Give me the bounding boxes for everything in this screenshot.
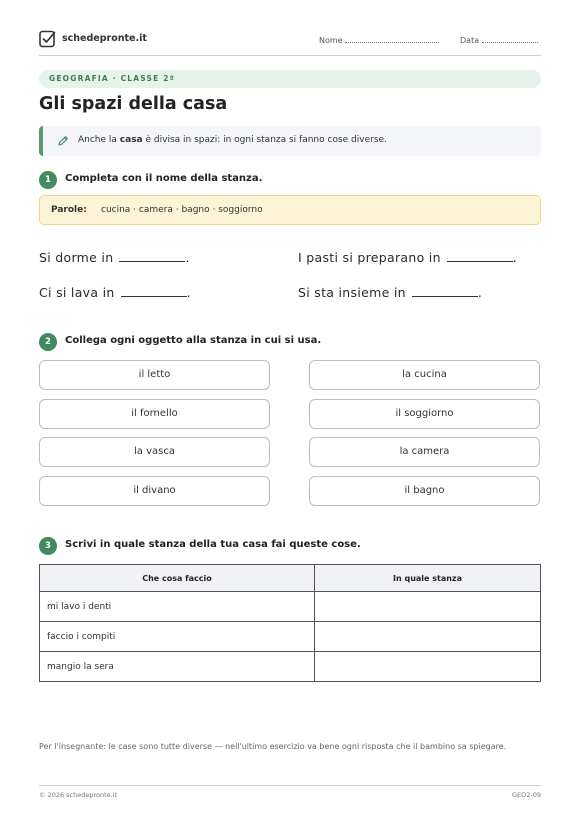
activity-cell: faccio i compiti bbox=[40, 622, 315, 652]
answer-blank[interactable] bbox=[412, 285, 478, 297]
object-box[interactable]: il fornello bbox=[39, 399, 270, 429]
column-header-activity: Che cosa faccio bbox=[40, 565, 315, 592]
object-box[interactable]: il letto bbox=[39, 360, 270, 390]
sentence-1: Si dorme in . bbox=[39, 250, 190, 265]
section-1-title: Completa con il nome della stanza. bbox=[65, 173, 263, 184]
room-box[interactable]: la cucina bbox=[309, 360, 540, 390]
subject-bar bbox=[39, 70, 541, 88]
table-row bbox=[40, 592, 541, 622]
table-header-row bbox=[40, 565, 541, 592]
brand-name: schedepronte.it bbox=[62, 33, 147, 44]
word-bank bbox=[39, 195, 541, 225]
room-answer-cell[interactable] bbox=[315, 622, 541, 652]
pencil-icon bbox=[57, 135, 69, 147]
name-line bbox=[345, 35, 439, 43]
sheet-code: GEO2-09 bbox=[511, 791, 541, 799]
activity-table bbox=[39, 564, 541, 682]
name-label: Nome bbox=[319, 36, 343, 45]
copyright: © 2026 schedepronte.it bbox=[39, 791, 118, 799]
answer-blank[interactable] bbox=[119, 250, 185, 262]
object-box[interactable]: il divano bbox=[39, 476, 270, 506]
activity-cell: mi lavo i denti bbox=[40, 592, 315, 622]
table-row bbox=[40, 652, 541, 682]
checkbox-icon bbox=[39, 30, 56, 48]
section-1-badge: 1 bbox=[39, 171, 57, 189]
room-box[interactable]: il soggiorno bbox=[309, 399, 540, 429]
sentence-2: I pasti si preparano in . bbox=[298, 250, 518, 265]
page-header bbox=[39, 30, 541, 56]
column-header-room: In quale stanza bbox=[315, 565, 541, 592]
name-field[interactable] bbox=[319, 35, 439, 45]
date-field[interactable] bbox=[460, 35, 538, 45]
word-bank-words: cucina · camera · bagno · soggiorno bbox=[101, 205, 263, 215]
date-label: Data bbox=[460, 36, 480, 45]
word-bank-label: Parole: bbox=[51, 205, 87, 215]
section-2-badge: 2 bbox=[39, 333, 57, 351]
answer-blank[interactable] bbox=[447, 250, 513, 262]
section-2-title: Collega ogni oggetto alla stanza in cui si usa. bbox=[65, 335, 322, 346]
page-title: Gli spazi della casa bbox=[39, 94, 228, 114]
room-box[interactable]: il bagno bbox=[309, 476, 540, 506]
answer-blank[interactable] bbox=[121, 285, 187, 297]
sentence-4: Si sta insieme in . bbox=[298, 285, 483, 300]
table-row bbox=[40, 622, 541, 652]
date-line bbox=[482, 35, 538, 43]
section-3-badge: 3 bbox=[39, 537, 57, 555]
teacher-note: Per l'insegnante: le case sono tutte diverse — nell'ultimo esercizio va bene ogni risposta che il bambino sa spiegare. bbox=[39, 742, 507, 751]
sentence-3: Ci si lava in . bbox=[39, 285, 191, 300]
intro-text: Anche la casa è divisa in spazi: in ogni stanza si fanno cose diverse. bbox=[78, 135, 387, 145]
room-box[interactable]: la camera bbox=[309, 437, 540, 467]
object-box[interactable]: la vasca bbox=[39, 437, 270, 467]
activity-cell: mangio la sera bbox=[40, 652, 315, 682]
subject-label: GEOGRAFIA · CLASSE 2ª bbox=[49, 74, 176, 83]
section-3-title: Scrivi in quale stanza della tua casa fai queste cose. bbox=[65, 539, 361, 550]
intro-box bbox=[39, 126, 541, 156]
room-answer-cell[interactable] bbox=[315, 592, 541, 622]
room-answer-cell[interactable] bbox=[315, 652, 541, 682]
page-footer bbox=[39, 785, 541, 803]
